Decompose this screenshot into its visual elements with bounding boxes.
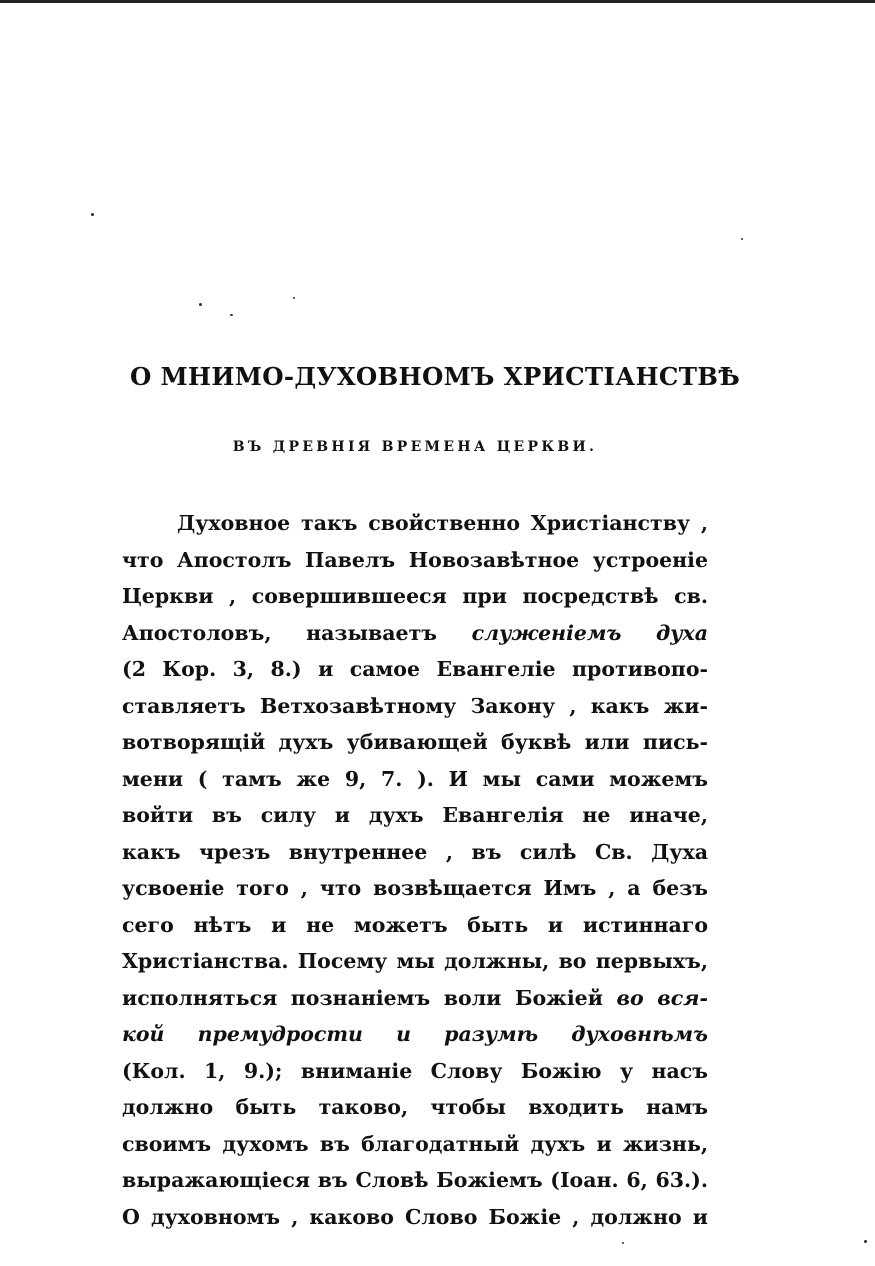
speck [741, 238, 743, 240]
text-line: Христіанства. Посему мы должны, во первыхъ, [122, 949, 708, 973]
text-line: мени ( тамъ же 9, 7. ). И мы сами можемъ [122, 766, 708, 791]
text-line: вотворящій духъ убивающей буквѣ или пись- [122, 730, 708, 754]
text-line: (Кол. 1, 9.); вниманіе Слову Божію у насъ [122, 1058, 708, 1083]
page-title: О МНИМО-ДУХОВНОМЪ ХРИСТІАНСТВѢ [130, 362, 741, 391]
text-segment: Апостоловъ, называетъ [122, 620, 472, 645]
text-line: какъ чрезъ внутреннее , въ силѣ Св. Духа [122, 839, 708, 864]
text-line: войти въ силу и духъ Евангелія не иначе, [122, 803, 708, 827]
text-line: ставляетъ Ветхозавѣтному Закону , какъ жи- [122, 693, 708, 718]
speck [230, 314, 233, 316]
text-line [122, 615, 708, 652]
speck [864, 1240, 867, 1243]
speck [622, 1242, 624, 1244]
italic-phrase: во вся- [616, 985, 708, 1010]
italic-phrase: служеніемъ духа [471, 620, 708, 645]
text-line: Церкви , совершившееся при посредствѣ св. [122, 584, 708, 608]
body-paragraph [122, 505, 708, 1235]
speck [199, 303, 202, 306]
text-line: Духовное такъ свойственно Христіанству , [177, 511, 708, 535]
text-line: должно быть таково, чтобы входить намъ [122, 1095, 708, 1119]
text-line: сего нѣтъ и не можетъ быть и истиннаго [122, 912, 708, 937]
speck [293, 297, 295, 299]
text-line: (2 Кор. 3, 8.) и самое Евангеліе противопо- [122, 657, 708, 681]
text-line: что Апостолъ Павелъ Новозавѣтное устроеніе [122, 547, 708, 572]
text-line [122, 980, 708, 1017]
italic-phrase: кой премудрости и разумѣ духовнѣмъ [122, 1022, 708, 1046]
text-line: О духовномъ , каково Слово Божіе , должно и [122, 1204, 708, 1229]
page-subtitle: ВЪ ДРЕВНІЯ ВРЕМЕНА ЦЕРКВИ. [232, 439, 598, 455]
top-edge-rule [0, 0, 875, 3]
text-segment: исполняться познаніемъ воли Божіей [122, 985, 617, 1010]
text-line: выражающіеся въ Словѣ Божіемъ (Іоан. 6, 63.). [122, 1168, 708, 1192]
text-line: своимъ духомъ въ благодатный духъ и жизнь, [122, 1131, 708, 1156]
speck [91, 213, 94, 216]
text-line [122, 1016, 708, 1053]
text-line: усвоеніе того , что возвѣщается Имъ , а безъ [122, 876, 708, 900]
